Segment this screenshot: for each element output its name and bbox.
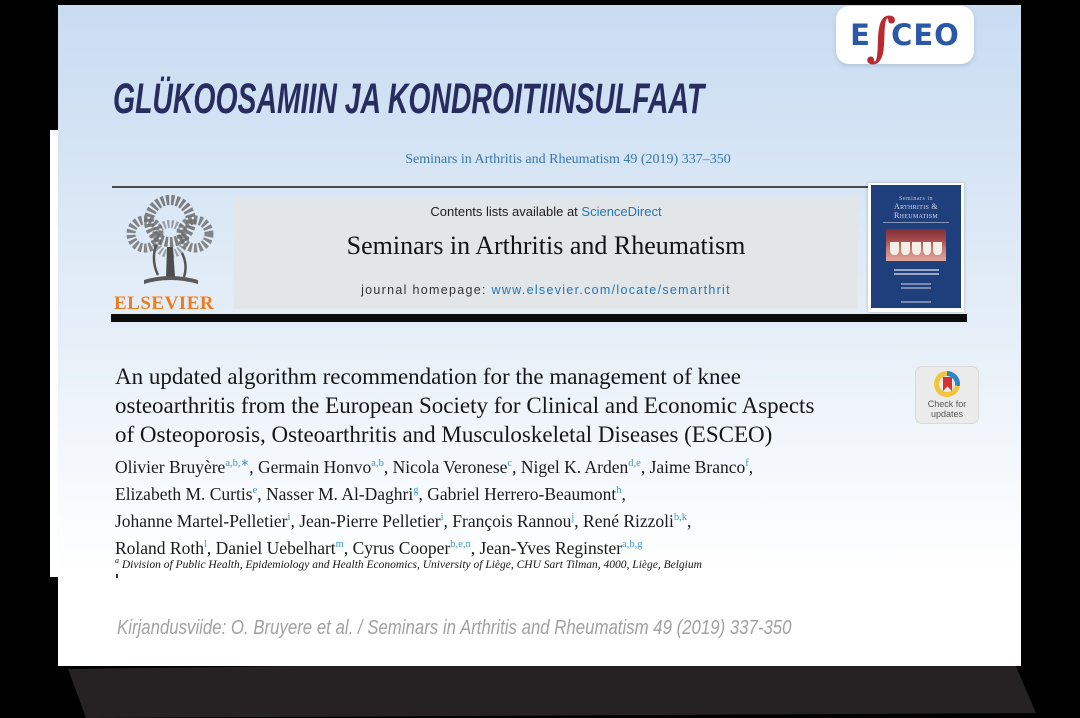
author-name: Roland Roth bbox=[115, 538, 204, 558]
homepage-label: journal homepage: bbox=[361, 283, 492, 297]
author-name: Nasser M. Al-Daghri bbox=[265, 484, 414, 504]
slide-title: GLÜKOOSAMIIN JA KONDROITIINSULFAAT bbox=[113, 75, 705, 123]
check-updates-label bbox=[928, 399, 967, 419]
author-affiliation-sup: g bbox=[413, 485, 419, 497]
footer-citation: Kirjandusviide: O. Bruyere et al. / Seminars in Arthritis and Rheumatism 49 (2019) 337-350 bbox=[117, 617, 792, 639]
check-for-updates-badge[interactable] bbox=[915, 366, 979, 424]
slide-page bbox=[58, 5, 1021, 666]
cover-editor-line bbox=[901, 283, 932, 285]
tooth-shape bbox=[912, 242, 921, 255]
author-name: René Rizzoli bbox=[583, 511, 674, 531]
journal-masthead-box bbox=[234, 197, 858, 309]
author-affiliation-sup: a,b,∗ bbox=[225, 458, 250, 470]
author-line: Olivier Bruyère$^{a,b,∗}$, Germain Honvo$^{a,b}$, Nicola Veronese$^c$, Nigel K. Arden$^{d,e}$, Jaime Branco$^f$, bbox=[115, 457, 754, 477]
homepage-line bbox=[234, 283, 858, 297]
article-title-line: of Osteoporosis, Osteoarthritis and Musculoskeletal Diseases (ESCEO) bbox=[115, 422, 773, 447]
journal-cover-front bbox=[871, 185, 961, 308]
author-affiliation-sup: a,b bbox=[371, 458, 384, 470]
tooth-shape bbox=[901, 242, 910, 255]
elsevier-tree-logo bbox=[118, 195, 223, 295]
cover-title-main: Arthritis & Rheumatism bbox=[893, 202, 938, 220]
affiliation-sup: a bbox=[115, 556, 119, 565]
tooth-shape bbox=[933, 242, 942, 255]
bookmark-icon bbox=[943, 377, 952, 391]
masthead-bottom-bar bbox=[111, 314, 967, 322]
esceo-logo-text-right: CEO bbox=[891, 18, 960, 52]
sciencedirect-link[interactable]: ScienceDirect bbox=[581, 204, 662, 219]
tooth-shape bbox=[890, 242, 899, 255]
cover-publisher-line bbox=[901, 301, 932, 303]
cover-title-small: Seminars in bbox=[899, 196, 933, 202]
check-updates-label-line2: updates bbox=[930, 409, 963, 419]
author-name: Germain Honvo bbox=[258, 457, 372, 477]
journal-citation-header: Seminars in Arthritis and Rheumatism 49 (2019) 337–350 bbox=[405, 152, 731, 167]
article-title-line: osteoarthritis from the European Society for Clinical and Economic Aspects bbox=[115, 393, 815, 418]
author-name: Jean-Pierre Pelletier bbox=[299, 511, 441, 531]
author-affiliation-sup: m bbox=[335, 539, 344, 551]
tooth-shape bbox=[923, 242, 932, 255]
author-affiliation-sup: l bbox=[203, 539, 207, 551]
author-affiliation-sup: e bbox=[252, 485, 258, 497]
author-name: Gabriel Herrero-Beaumont bbox=[427, 484, 617, 504]
author-list bbox=[115, 454, 753, 562]
cover-divider bbox=[883, 222, 950, 223]
clipped-footnote-mark bbox=[116, 574, 118, 578]
author-affiliation-sup: f bbox=[745, 458, 749, 470]
contents-line bbox=[234, 204, 858, 219]
article-title-line: An updated algorithm recommendation for the management of knee bbox=[115, 364, 741, 389]
cover-editor-line bbox=[901, 287, 932, 289]
author-name: François Rannou bbox=[452, 511, 572, 531]
affiliation-footnote bbox=[115, 556, 702, 571]
article-title bbox=[115, 362, 814, 449]
cover-clinical-photo bbox=[886, 229, 945, 261]
affiliation-text: Division of Public Health, Epidemiology and Health Economics, University of Liège, CHU Sart Tilman, 4000, Liège, Belgium bbox=[119, 558, 702, 571]
author-name: Olivier Bruyère bbox=[115, 457, 226, 477]
author-name: Daniel Uebelhart bbox=[215, 538, 336, 558]
author-line: Roland Roth$^l$, Daniel Uebelhart$^m$, Cyrus Cooper$^{b,e,n}$, Jean-Yves Reginster$^{a,b,g}$ bbox=[115, 538, 643, 558]
check-updates-icon bbox=[934, 371, 960, 397]
author-name: Jean-Yves Reginster bbox=[479, 538, 623, 558]
esceo-logo-badge: E ∫ CEO bbox=[836, 6, 974, 64]
author-affiliation-sup: d,e bbox=[628, 458, 641, 470]
check-updates-label-line1: Check for bbox=[927, 399, 967, 409]
author-affiliation-sup: i bbox=[287, 512, 291, 524]
journal-homepage-link[interactable]: www.elsevier.com/locate/semarthrit bbox=[491, 283, 731, 297]
elsevier-wordmark: ELSEVIER bbox=[114, 293, 215, 314]
author-name: Cyrus Cooper bbox=[352, 538, 451, 558]
journal-cover-thumbnail bbox=[868, 183, 964, 312]
contents-prefix: Contents lists available at bbox=[430, 204, 582, 219]
cover-caption-line bbox=[894, 269, 939, 271]
author-affiliation-sup: b,e,n bbox=[450, 539, 471, 551]
cover-caption-line bbox=[894, 273, 939, 275]
masthead-top-rule bbox=[112, 186, 960, 188]
author-name: Jaime Branco bbox=[649, 457, 746, 477]
author-affiliation-sup: i bbox=[440, 512, 444, 524]
author-name: Elizabeth M. Curtis bbox=[115, 484, 253, 504]
author-line: Johanne Martel-Pelletier$^i$, Jean-Pierre Pelletier$^i$, François Rannou$^j$, René Rizzoli$^{b,k}$, bbox=[115, 511, 692, 531]
author-name: Nigel K. Arden bbox=[520, 457, 629, 477]
author-affiliation-sup: b,k bbox=[673, 512, 688, 524]
author-affiliation-sup: h bbox=[616, 485, 622, 497]
author-affiliation-sup: c bbox=[507, 458, 513, 470]
author-affiliation-sup: a,b,g bbox=[622, 539, 643, 551]
journal-name: Seminars in Arthritis and Rheumatism bbox=[346, 231, 746, 260]
author-line: Elizabeth M. Curtis$^e$, Nasser M. Al-Daghri$^g$, Gabriel Herrero-Beaumont$^h$, bbox=[115, 484, 626, 504]
author-name: Johanne Martel-Pelletier bbox=[115, 511, 288, 531]
author-affiliation-sup: j bbox=[571, 512, 575, 524]
author-name: Nicola Veronese bbox=[392, 457, 508, 477]
esceo-logo-text-left: E bbox=[850, 18, 871, 52]
